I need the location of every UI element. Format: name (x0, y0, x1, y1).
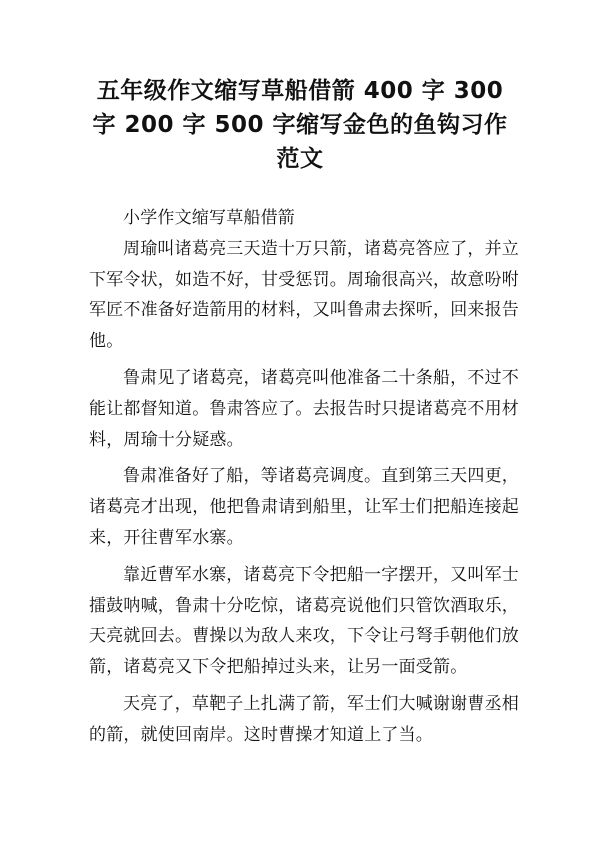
title-line-2: 字 200 字 500 字缩写金色的鱼钩习作 (92, 112, 508, 138)
title-line-1: 五年级作文缩写草船借箭 400 字 300 (96, 78, 504, 104)
section-subtitle: 小学作文缩写草船借箭 (123, 208, 295, 228)
paragraph-1: 周瑜叫诸葛亮三天造十万只箭，诸葛亮答应了，并立下军令状，如造不好，甘受惩罚。周瑜很高兴，故意吩咐军匠不准备好造箭用的材料，又叫鲁肃去探听，回来报告他。 (89, 238, 519, 352)
paragraph-2: 鲁肃见了诸葛亮，诸葛亮叫他准备二十条船，不过不能让都督知道。鲁肃答应了。去报告时只提诸葛亮不用材料，周瑜十分疑惑。 (89, 367, 519, 450)
document-body (89, 203, 519, 751)
document-title (90, 74, 510, 176)
paragraph-4: 靠近曹军水寨，诸葛亮下令把船一字摆开，又叫军士擂鼓呐喊，鲁肃十分吃惊，诸葛亮说他们只管饮酒取乐，天亮就回去。曹操以为敌人来攻，下令让弓弩手朝他们放箭，诸葛亮又下令把船掉过头来，让另一面受箭。 (89, 564, 519, 678)
paragraph-5: 天亮了，草靶子上扎满了箭，军士们大喊谢谢曹丞相的箭，就使回南岸。这时曹操才知道上了当。 (89, 693, 519, 745)
paragraph-3: 鲁肃准备好了船，等诸葛亮调度。直到第三天四更，诸葛亮才出现，他把鲁肃请到船里，让军士们把船连接起来，开往曹军水寨。 (89, 466, 519, 548)
title-line-3: 范文 (276, 146, 324, 172)
